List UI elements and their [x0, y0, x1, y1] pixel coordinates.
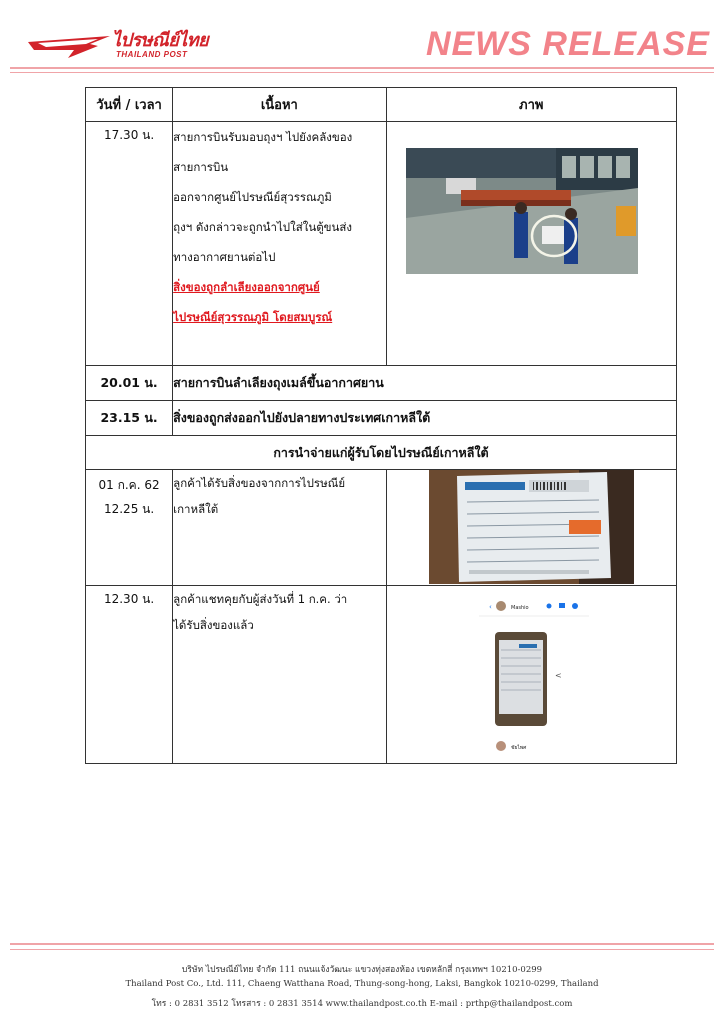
news-release-title: NEWS RELEASE — [425, 25, 710, 63]
footer-rule-thin — [10, 949, 714, 950]
svg-text:‹: ‹ — [488, 603, 492, 611]
table-row — [86, 401, 677, 436]
chat-reply-name: ชัยไพศ — [510, 745, 526, 751]
time-text: 17.30 น. — [103, 128, 155, 142]
row-time: 23.15 น. — [86, 401, 173, 436]
header-content: เนื้อหา — [173, 88, 386, 122]
footer-rule — [10, 943, 714, 945]
section-title: การนำจ่ายแก่ผู้รับโดยไปรษณีย์เกาหลีใต้ — [86, 436, 677, 470]
footer-address-english: Thailand Post Co., Ltd. 111, Chaeng Watthana Road, Thung-song-hong, Laksi, Bangkok 10210-0299, Thailand — [125, 979, 599, 989]
time-text: 12.25 น. — [103, 502, 155, 516]
table-row — [86, 366, 677, 401]
chat-contact-name: Mashio — [510, 605, 529, 611]
row-time — [86, 586, 173, 764]
row-content — [173, 470, 386, 586]
highlight-line: ไปรษณีย์สุวรรณภูมิ โดยสมบูรณ์ — [173, 310, 333, 324]
logo-text: ไปรษณีย์ไทย — [112, 30, 209, 51]
highlight-line: สิ่งของถูกลำเลียงออกจากศูนย์ — [173, 280, 320, 294]
time-text: 12.30 น. — [103, 592, 155, 606]
content-line: เกาหลีใต้ — [173, 502, 219, 516]
footer-address-thai: บริษัท ไปรษณีย์ไทย จำกัด 111 ถนนแจ้งวัฒนะ แขวงทุ่งสองห้อง เขตหลักสี่ กรุงเทพฯ 10210-0299 — [181, 965, 543, 975]
chat-screenshot-photo — [479, 592, 589, 760]
content-line: ได้รับสิ่งของแล้ว — [173, 618, 254, 632]
logo-subtitle: THAILAND POST — [116, 50, 188, 59]
content-line: ลูกค้าแชทคุยกับผู้ส่งวันที่ 1 ก.ค. ว่า — [173, 592, 348, 606]
row-photo-cell — [386, 122, 677, 366]
table-row — [86, 470, 677, 586]
header-date-time: วันที่ / เวลา — [86, 88, 173, 122]
row-time — [86, 122, 173, 366]
header-image: ภาพ — [386, 88, 677, 122]
warehouse-cctv-photo — [406, 148, 638, 274]
content-line: ออกจากศูนย์ไปรษณีย์สุวรรณภูมิ — [173, 190, 332, 204]
row-photo-cell — [386, 586, 677, 764]
content-line: ทางอากาศยานต่อไป — [173, 250, 276, 264]
row-time — [86, 470, 173, 586]
header-rule — [10, 67, 714, 69]
header-rule-thin — [10, 72, 714, 73]
row-photo-cell — [386, 470, 677, 586]
footer-contact: โทร : 0 2831 3512 โทรสาร : 0 2831 3514 www.thailandpost.co.th E-mail : prthp@thailandpost.com — [151, 999, 573, 1009]
parcel-label-photo — [429, 470, 634, 584]
content-line: สายการบิน — [173, 160, 229, 174]
content-line: สายการบินรับมอบถุงฯ ไปยังคลังของ — [173, 130, 353, 144]
table-row — [86, 586, 677, 764]
table-header-row — [86, 88, 677, 122]
row-content: สายการบินลำเลียงถุงเมล์ขึ้นอากาศยาน — [173, 366, 677, 401]
content-line: ถุงฯ ดังกล่าวจะถูกนำไปใส่ในตู้ขนส่ง — [173, 220, 353, 234]
section-header-row — [86, 436, 677, 470]
content-line: ลูกค้าได้รับสิ่งของจากการไปรษณีย์ — [173, 476, 346, 490]
date-text: 01 ก.ค. 62 — [98, 478, 160, 492]
timeline-table — [85, 87, 677, 764]
row-content — [173, 586, 386, 764]
row-time: 20.01 น. — [86, 366, 173, 401]
row-content: สิ่งของถูกส่งออกไปยังปลายทางประเทศเกาหลีใต้ — [173, 401, 677, 436]
table-row — [86, 122, 677, 366]
row-content — [173, 122, 386, 366]
svg-text:<: < — [554, 671, 562, 680]
